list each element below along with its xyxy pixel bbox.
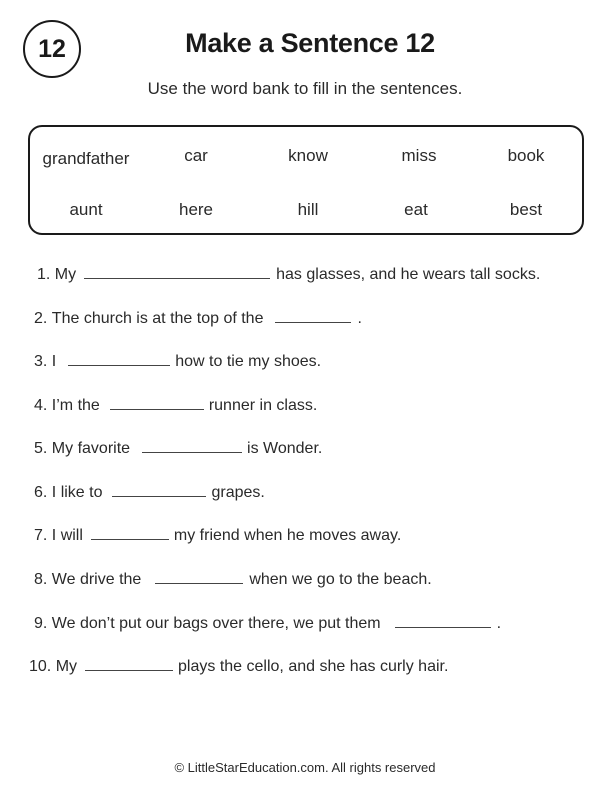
sentence-9 <box>34 615 501 633</box>
sentence-number: 4. <box>34 397 48 414</box>
answer-blank[interactable] <box>395 615 491 628</box>
sentence-end: how to tie my shoes. <box>175 353 322 370</box>
word-bank-item: car <box>184 146 208 165</box>
page-title: Make a Sentence 12 <box>185 28 435 58</box>
word-bank-item: here <box>178 200 214 219</box>
sentence-10 <box>29 658 448 676</box>
sentence-start: We don’t put our bags over there, we put them <box>51 615 381 632</box>
word-bank-item: book <box>507 146 545 165</box>
word-bank-item: know <box>288 146 328 165</box>
sentence-number: 1. <box>37 266 51 283</box>
answer-blank[interactable] <box>84 266 270 279</box>
sentence-number: 7. <box>34 527 48 544</box>
answer-blank[interactable] <box>112 484 206 497</box>
sentence-1 <box>37 266 540 284</box>
sentence-start: I <box>51 353 57 370</box>
sentence-start: My <box>54 266 77 283</box>
sentence-3 <box>34 353 321 371</box>
answer-blank[interactable] <box>91 527 169 540</box>
answer-blank[interactable] <box>85 658 173 671</box>
sentence-4 <box>34 397 317 415</box>
sentence-end: plays the cello, and she has curly hair. <box>178 658 449 675</box>
sentence-end: my friend when he moves away. <box>173 527 402 544</box>
word-bank-item: grandfather <box>42 149 130 168</box>
sentence-start: We drive the <box>51 571 142 588</box>
sentence-start: My favorite <box>51 440 131 457</box>
worksheet-number-badge <box>23 20 81 78</box>
copyright-footer: © LittleStarEducation.com. All rights reserved <box>174 760 436 775</box>
answer-blank[interactable] <box>110 397 204 410</box>
answer-blank[interactable] <box>155 571 243 584</box>
sentence-8 <box>34 571 432 589</box>
sentence-number: 9. <box>34 615 48 632</box>
sentence-number: 10. <box>29 658 52 675</box>
sentence-start: I will <box>51 527 83 544</box>
sentence-number: 2. <box>34 310 48 327</box>
sentence-start: My <box>55 658 78 675</box>
sentence-end: has glasses, and he wears tall socks. <box>276 266 541 283</box>
word-bank-item: miss <box>401 146 437 165</box>
sentence-6 <box>34 484 265 502</box>
word-bank-item: aunt <box>69 200 103 219</box>
word-bank-item: best <box>509 200 543 219</box>
sentence-number: 5. <box>34 440 48 457</box>
sentence-start: I’m the <box>51 397 100 414</box>
sentence-5 <box>34 440 322 458</box>
answer-blank[interactable] <box>68 353 170 366</box>
sentence-end: . <box>496 615 502 632</box>
word-bank <box>28 125 584 235</box>
sentence-7 <box>34 527 401 545</box>
sentence-end: is Wonder. <box>247 440 323 457</box>
word-bank-item: eat <box>404 200 428 219</box>
sentence-end: . <box>357 310 362 327</box>
sentence-number: 8. <box>34 571 48 588</box>
sentence-start: I like to <box>51 484 103 501</box>
sentence-number: 3. <box>34 353 48 370</box>
sentence-start: The church is at the top of the <box>51 310 264 327</box>
instructions: Use the word bank to fill in the sentences. <box>147 79 463 98</box>
sentence-2 <box>34 310 362 328</box>
sentence-end: runner in class. <box>208 397 318 414</box>
worksheet-number: 12 <box>38 34 66 63</box>
answer-blank[interactable] <box>275 310 351 323</box>
answer-blank[interactable] <box>142 440 242 453</box>
word-bank-item: hill <box>297 200 319 219</box>
sentence-number: 6. <box>34 484 48 501</box>
sentence-end: when we go to the beach. <box>249 571 432 588</box>
sentence-end: grapes. <box>211 484 265 501</box>
